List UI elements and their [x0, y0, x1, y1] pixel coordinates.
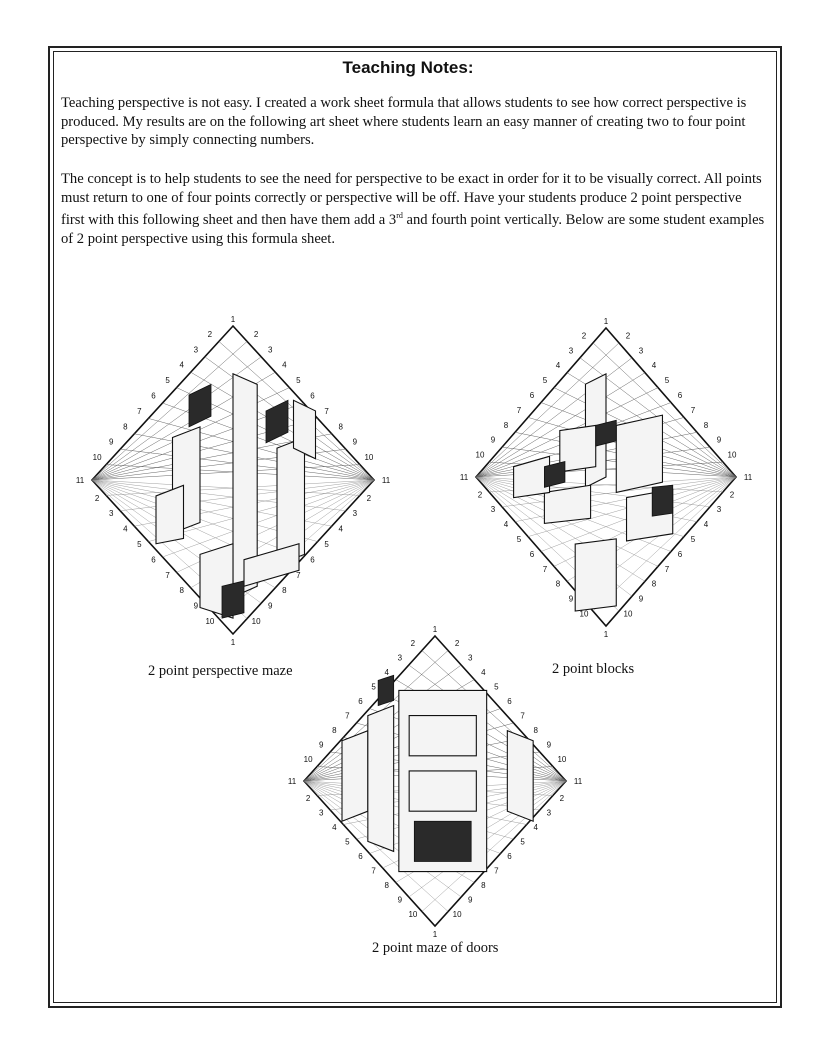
- blocks-perspective-drawing: [452, 312, 760, 642]
- right-point-label: 11: [381, 476, 391, 485]
- edge-number-label: 6: [677, 549, 683, 559]
- edge-number-label: 9: [546, 740, 552, 750]
- drawn-block: [575, 539, 616, 611]
- edge-number-label: 9: [716, 435, 722, 445]
- edge-number-label: 2: [559, 793, 565, 803]
- edge-number-label: 3: [638, 346, 644, 356]
- edge-number-label: 2: [305, 793, 311, 803]
- edge-number-label: 4: [338, 524, 343, 534]
- bottom-point-label: 1: [432, 930, 438, 939]
- edge-number-label: 4: [282, 360, 287, 370]
- edge-number-label: 10: [364, 453, 374, 463]
- edge-number-label: 5: [520, 837, 525, 847]
- shaded-face: [652, 485, 673, 516]
- edge-number-label: 7: [324, 406, 329, 416]
- edge-number-label: 4: [384, 668, 389, 677]
- edge-number-label: 4: [651, 361, 657, 371]
- edge-number-label: 6: [358, 851, 363, 861]
- drawn-block: [544, 485, 590, 523]
- edge-number-label: 2: [94, 493, 100, 503]
- edge-number-label: 9: [638, 594, 644, 604]
- edge-number-label: 7: [345, 711, 350, 721]
- drawn-block: [507, 731, 533, 822]
- left-point-label: 11: [75, 476, 85, 485]
- edge-number-label: 8: [481, 880, 486, 890]
- right-point-label: 11: [743, 473, 753, 482]
- top-point-label: 1: [603, 317, 609, 326]
- edge-number-label: 4: [179, 360, 184, 370]
- edge-number-label: 10: [251, 617, 261, 626]
- edge-number-label: 10: [92, 453, 102, 463]
- edge-number-label: 9: [490, 435, 496, 445]
- shaded-face: [222, 581, 244, 618]
- edge-number-label: 3: [467, 653, 473, 663]
- edge-number-label: 8: [651, 579, 657, 589]
- edge-number-label: 6: [507, 851, 512, 861]
- edge-number-label: 9: [267, 601, 273, 611]
- edge-number-label: 8: [555, 579, 561, 589]
- edge-number-label: 2: [454, 639, 460, 648]
- edge-number-label: 6: [529, 549, 535, 559]
- bottom-point-label: 1: [230, 638, 236, 647]
- edge-number-label: 9: [568, 594, 574, 604]
- edge-number-label: 10: [452, 909, 462, 919]
- edge-number-label: 2: [625, 331, 631, 341]
- edge-number-label: 8: [123, 422, 128, 432]
- edge-number-label: 9: [193, 601, 199, 611]
- edge-number-label: 7: [516, 405, 522, 415]
- ordinal-suffix: rd: [396, 211, 403, 221]
- drawn-block: [409, 716, 476, 756]
- edge-number-label: 2: [477, 490, 483, 500]
- edge-number-label: 8: [338, 422, 343, 432]
- edge-number-label: 5: [516, 535, 522, 544]
- edge-number-label: 9: [318, 740, 324, 750]
- edge-number-label: 3: [267, 345, 273, 355]
- edge-number-label: 3: [397, 653, 403, 663]
- edge-number-label: 6: [529, 391, 535, 400]
- edge-number-label: 5: [137, 540, 142, 549]
- edge-number-label: 2: [207, 329, 213, 339]
- edge-number-label: 6: [507, 697, 512, 706]
- edge-number-label: 9: [108, 437, 114, 447]
- drawn-block: [616, 415, 662, 492]
- doors-perspective-drawing: [280, 620, 590, 942]
- edge-number-label: 7: [690, 405, 696, 415]
- drawn-block: [409, 771, 476, 811]
- bottom-point-label: 1: [603, 630, 609, 639]
- edge-number-label: 8: [179, 586, 184, 596]
- edge-number-label: 4: [332, 822, 337, 832]
- drawn-block: [294, 400, 316, 458]
- page-title: Teaching Notes:: [342, 58, 474, 77]
- edge-number-label: 7: [664, 564, 670, 574]
- edge-number-label: 7: [165, 570, 170, 580]
- edge-number-label: 3: [108, 509, 114, 519]
- edge-number-label: 3: [193, 345, 199, 355]
- blocks-caption: 2 point blocks: [552, 661, 635, 677]
- right-point-label: 11: [573, 777, 583, 786]
- drawn-block: [156, 485, 184, 543]
- edge-number-label: 4: [533, 822, 538, 832]
- edge-number-label: 4: [703, 520, 709, 530]
- top-point-label: 1: [432, 625, 438, 634]
- edge-number-label: 3: [352, 509, 358, 519]
- edge-number-label: 6: [151, 555, 156, 565]
- edge-number-label: 7: [137, 406, 142, 416]
- edge-number-label: 6: [151, 391, 156, 401]
- edge-number-label: 8: [703, 420, 709, 430]
- intro-paragraph: Teaching perspective is not easy. I created a work sheet formula that allows students to see how correct perspective is produced. My results are on the following art sheet where students learn an easy manner of creating two to four point perspective by simply connecting numbers.: [61, 95, 747, 149]
- doors-caption: 2 point maze of doors: [372, 940, 499, 956]
- edge-number-label: 4: [481, 668, 486, 677]
- concept-text-end: and fourth point vertically. Below are some student examples of 2 point perspective using this formula sheet.: [61, 212, 765, 247]
- edge-number-label: 10: [579, 609, 589, 619]
- edge-number-label: 10: [623, 609, 633, 619]
- edge-number-label: 8: [384, 880, 389, 890]
- edge-number-label: 6: [677, 391, 683, 400]
- edge-number-label: 4: [503, 520, 509, 530]
- edge-number-label: 3: [318, 808, 324, 818]
- edge-number-label: 6: [310, 555, 315, 565]
- edge-number-label: 5: [324, 540, 329, 549]
- edge-number-label: 2: [410, 639, 416, 648]
- edge-number-label: 2: [581, 331, 587, 341]
- edge-number-label: 7: [542, 564, 548, 574]
- edge-number-label: 6: [358, 697, 363, 706]
- edge-number-label: 10: [557, 755, 567, 764]
- edge-number-label: 7: [296, 570, 301, 580]
- maze-perspective-drawing: [68, 310, 398, 650]
- drawn-block: [342, 731, 368, 822]
- edge-number-label: 5: [494, 682, 499, 692]
- edge-number-label: 10: [303, 755, 313, 764]
- edge-number-label: 7: [494, 866, 499, 876]
- edge-number-label: 8: [282, 586, 287, 596]
- edge-number-label: 5: [690, 535, 696, 544]
- shaded-face: [378, 675, 394, 705]
- edge-number-label: 3: [568, 346, 574, 356]
- edge-number-label: 2: [366, 493, 372, 503]
- edge-number-label: 5: [296, 376, 301, 386]
- top-point-label: 1: [230, 315, 236, 324]
- edge-number-label: 5: [371, 682, 376, 692]
- concept-text-start: The concept is to help students to see the need for perspective to be exact in order for it to be visually correct. All points must return to one of four points correctly or perspective will be off. Have your students produce 2 point perspective first with this following sheet and then have them add a 3: [61, 171, 762, 229]
- edge-number-label: 9: [352, 437, 358, 447]
- edge-number-label: 10: [727, 450, 737, 460]
- edge-number-label: 4: [555, 361, 561, 371]
- edge-number-label: 5: [165, 376, 170, 386]
- edge-number-label: 3: [716, 505, 722, 515]
- edge-number-label: 6: [310, 391, 315, 401]
- edge-number-label: 2: [729, 490, 735, 500]
- edge-number-label: 10: [475, 450, 485, 460]
- edge-number-label: 9: [397, 895, 403, 905]
- edge-number-label: 3: [490, 505, 496, 515]
- edge-number-label: 8: [332, 726, 337, 735]
- concept-paragraph: [61, 170, 766, 248]
- edge-number-label: 2: [253, 329, 259, 339]
- edge-number-label: 10: [205, 617, 215, 626]
- edge-number-label: 10: [408, 909, 418, 919]
- edge-number-label: 5: [664, 376, 670, 386]
- shaded-face: [414, 821, 471, 861]
- edge-number-label: 9: [467, 895, 473, 905]
- edge-number-label: 3: [546, 808, 552, 818]
- edge-number-label: 5: [542, 376, 548, 386]
- edge-number-label: 4: [123, 524, 128, 534]
- edge-number-label: 7: [371, 866, 376, 876]
- left-point-label: 11: [459, 473, 469, 482]
- left-point-label: 11: [287, 777, 297, 786]
- drawn-block: [368, 706, 394, 852]
- maze-caption: 2 point perspective maze: [148, 663, 293, 679]
- edge-number-label: 5: [345, 837, 350, 847]
- edge-number-label: 7: [520, 711, 525, 721]
- edge-number-label: 8: [533, 726, 538, 735]
- edge-number-label: 8: [503, 420, 509, 430]
